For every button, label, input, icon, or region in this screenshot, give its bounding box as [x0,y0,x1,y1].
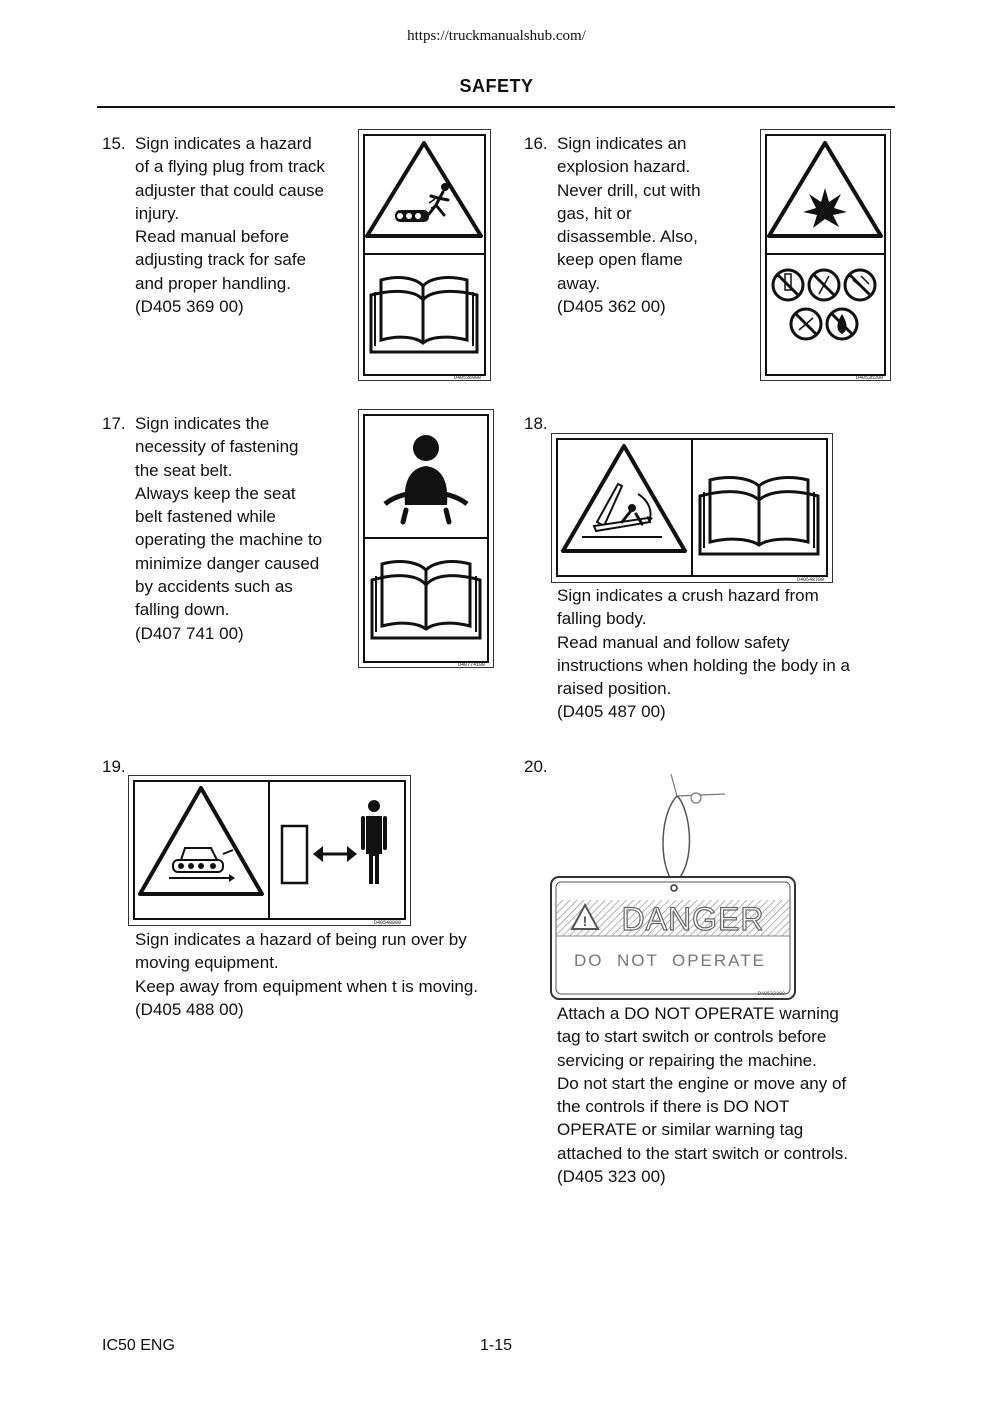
label-code: D40548700 [796,577,824,582]
label-code: D40536200 [855,375,883,380]
footer-page-number: 1-15 [480,1337,513,1354]
read-manual-icon [371,278,477,352]
crush-hazard-sign [551,433,833,583]
run-over-hazard-icon [140,788,262,894]
keep-distance-icon [282,800,385,884]
flying-plug-sign [358,129,491,381]
no-drill-icon [773,270,803,300]
item-15-number: 15. [102,134,126,153]
item-20-number: 20. [524,757,548,776]
label-code: D40774100 [457,662,485,667]
danger-heading: DANGER [621,901,765,937]
svg-text:!: ! [582,913,588,929]
item-17-number: 17. [102,414,126,433]
do-not-operate-message: DO NOT OPERATE [574,951,766,970]
explosion-hazard-icon [769,143,881,236]
item-16-number: 16. [524,134,548,153]
run-over-sign [128,775,411,926]
seat-belt-icon [385,435,467,522]
label-code: D40532300 [757,991,785,997]
item-15-text: Sign indicates a hazard of a flying plug from track adjuster that could cause injury. Read manual before adjusting track for safe and proper handling. (D405 369 00) [135,134,325,317]
no-open-flame-icon [827,309,857,339]
item-18-number: 18. [524,414,548,433]
no-disassemble-icon [791,309,821,339]
source-url: https://truckmanualshub.com/ [407,28,586,44]
no-hammer-icon [845,270,875,300]
crush-hazard-icon [563,446,685,551]
item-19-number: 19. [102,757,126,776]
label-code: D40536900 [453,375,481,380]
item-18-text: Sign indicates a crush hazard from falling body. Read manual and follow safety instructions when holding the body in a raised position. (D405 487 00) [557,586,850,722]
label-code: D40548800 [373,920,401,925]
read-manual-icon [700,478,818,554]
seat-belt-sign [358,409,494,668]
header-rule [97,106,895,108]
no-cut-icon [809,270,839,300]
flying-plug-hazard-icon [367,143,481,236]
item-17-text: Sign indicates the necessity of fastening the seat belt. Always keep the seat belt fastened while operating the machine to minimize danger caused by accidents such as falling down. (D407 741 00) [135,414,323,643]
item-19-text: Sign indicates a hazard of being run over by moving equipment. Keep away from equipment when t is moving. (D405 488 00) [135,930,479,1019]
footer-manual-id: IC50 ENG [102,1337,175,1354]
page-title: SAFETY [459,76,534,96]
warning-tag-icon [549,772,799,1004]
read-manual-icon [372,562,480,638]
item-20-text: Attach a DO NOT OPERATE warning tag to start switch or controls before servicing or repairing the machine. Do not start the engine or move any of the controls if there is DO NOT OPERATE or similar warning tag attached to the start switch or controls. (D405 323 00) [557,1004,849,1187]
item-16-text: Sign indicates an explosion hazard. Never drill, cut with gas, hit or disassemble. Also, keep open flame away. (D405 362 00) [557,134,701,317]
explosion-sign [760,129,891,381]
